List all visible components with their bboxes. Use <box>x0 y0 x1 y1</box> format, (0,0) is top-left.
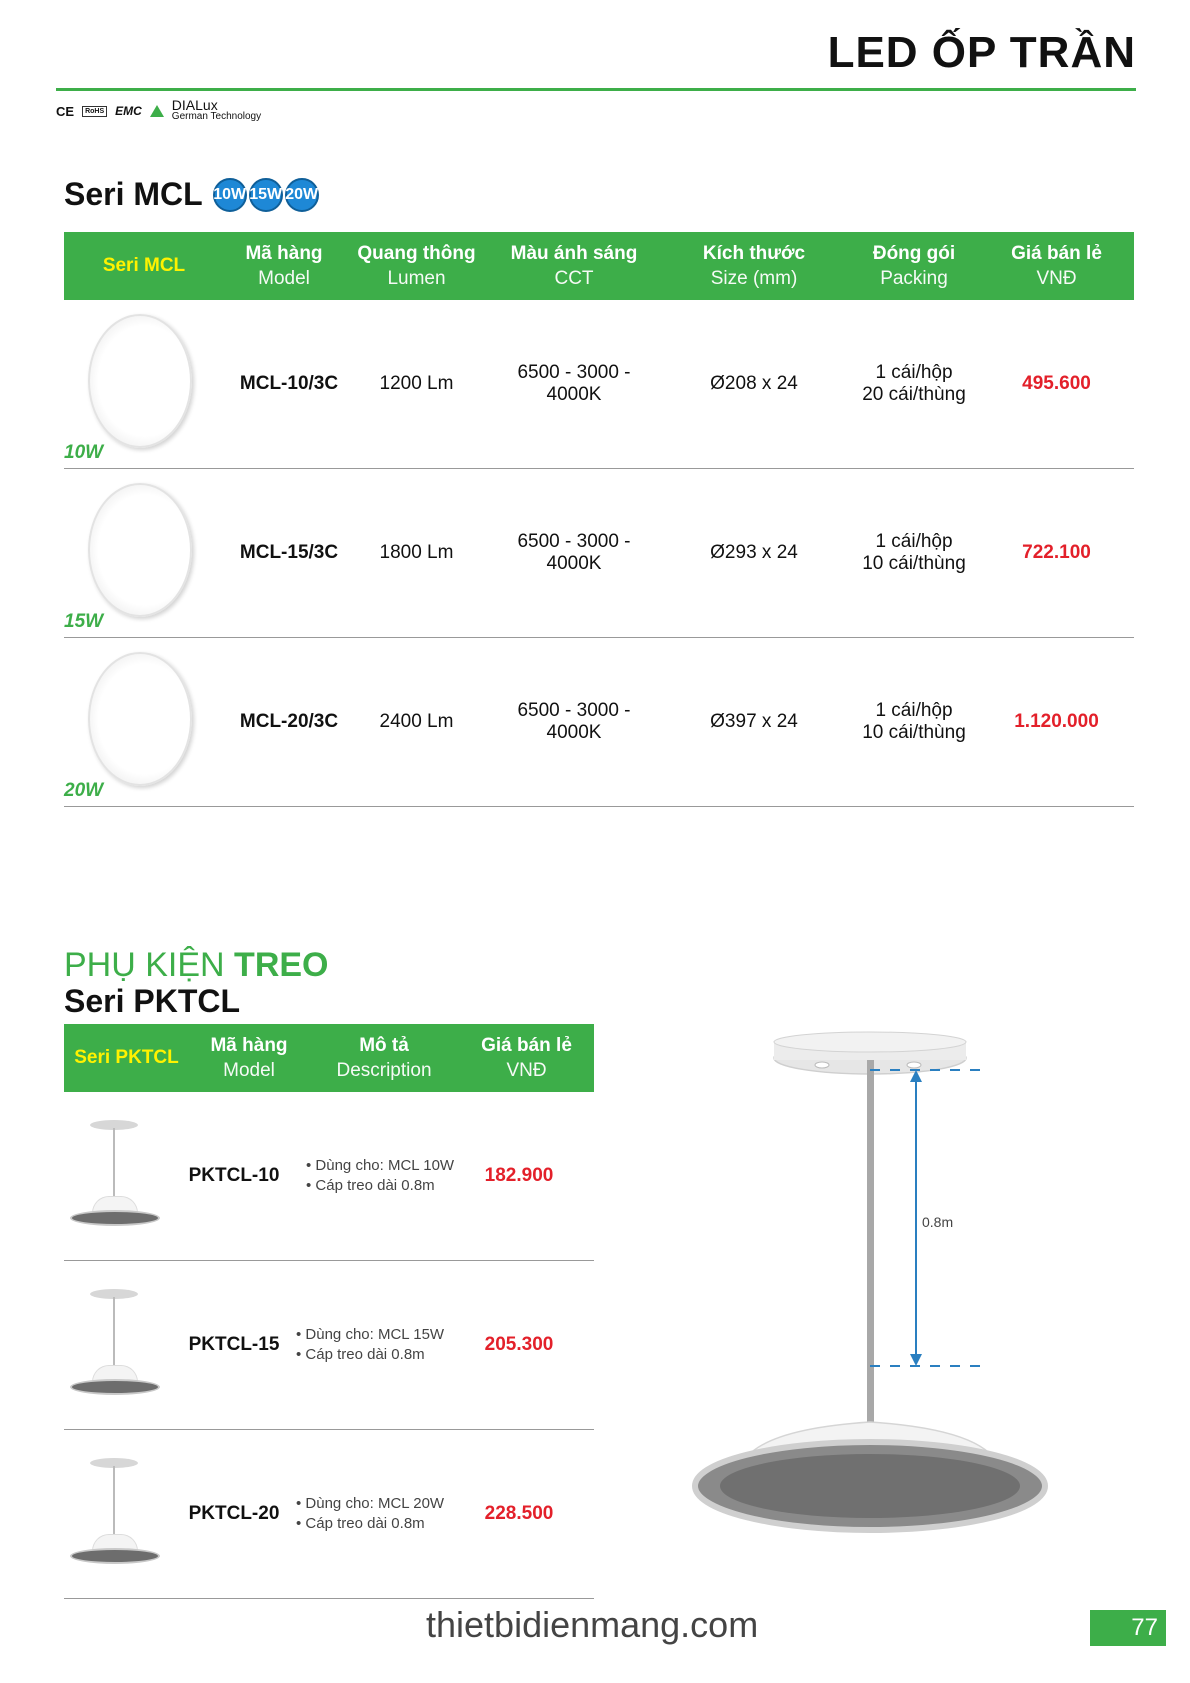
mcl-header-pack-vi: Đóng gói <box>872 243 956 264</box>
pk-desc-line-1: • Dùng cho: MCL 15W <box>296 1326 445 1343</box>
lumen-cell: 2400 Lm <box>379 711 454 732</box>
pk-product-image <box>64 1092 174 1260</box>
price-cell: 495.600 <box>1022 373 1091 394</box>
mcl-title-text: Seri MCL <box>64 176 203 212</box>
mcl-header-size <box>659 241 849 291</box>
pk-model-cell: PKTCL-10 <box>188 1165 280 1186</box>
pendant-base-icon <box>70 1548 160 1564</box>
model-cell: MCL-20/3C <box>239 711 339 732</box>
mcl-header-lumen-en: Lumen <box>387 268 446 289</box>
pendant-illustration <box>670 1030 1090 1590</box>
model-cell: MCL-15/3C <box>239 542 339 563</box>
screw-icon <box>907 1062 921 1068</box>
pack-line-1: 1 cái/hộp <box>875 531 953 552</box>
mcl-header-cct-vi: Màu ánh sáng <box>510 243 638 264</box>
dialux-sub: German Technology <box>171 111 262 122</box>
pack-line-2: 10 cái/thùng <box>862 722 966 743</box>
table-row <box>64 300 1134 469</box>
pk-header-series: Seri PKTCL <box>74 1047 179 1068</box>
pk-price-cell: 205.300 <box>484 1334 554 1355</box>
pk-desc-line-1: • Dùng cho: MCL 20W <box>296 1495 445 1512</box>
dialux-logo-icon <box>150 105 164 117</box>
pack-cell <box>849 531 979 575</box>
title-divider <box>56 88 1136 91</box>
pk-table-header <box>64 1024 594 1092</box>
suspension-rod-icon <box>867 1060 874 1425</box>
accessory-title-light: PHỤ KIỆN <box>64 946 225 984</box>
pk-header-price-vi: Giá bán lẻ <box>481 1035 572 1056</box>
certification-bar <box>56 98 261 124</box>
ceiling-light-disc-icon <box>88 314 192 448</box>
screw-icon <box>815 1062 829 1068</box>
watt-badge-10: 10W <box>213 178 247 212</box>
accessory-title-bold: TREO <box>234 946 329 984</box>
mcl-header-series: Seri MCL <box>102 255 186 276</box>
pack-cell <box>849 362 979 406</box>
watt-badge-20: 20W <box>285 178 319 212</box>
pk-section-title: Seri PKTCL <box>64 983 241 1019</box>
table-row <box>64 638 1134 807</box>
pk-desc-cell <box>294 1494 459 1534</box>
pk-header-model-en: Model <box>223 1060 275 1081</box>
page-number: 77 <box>1090 1610 1166 1646</box>
pk-desc-line-2: • Cáp treo dài 0.8m <box>296 1346 425 1363</box>
mcl-header-model-en: Model <box>258 268 310 289</box>
mcl-header-price-vi: Giá bán lẻ <box>1011 243 1102 264</box>
pk-product-image <box>64 1261 174 1429</box>
mcl-header-model-vi: Mã hàng <box>245 243 323 264</box>
mcl-header-pack <box>849 241 979 291</box>
watt-badges <box>213 178 319 212</box>
pendant-rod-icon <box>113 1466 115 1538</box>
pendant-base-icon <box>70 1210 160 1226</box>
pk-desc-cell <box>294 1156 459 1196</box>
mcl-header-pack-en: Packing <box>880 268 948 289</box>
ceiling-cap-face-icon <box>774 1032 966 1052</box>
pk-header-desc-en: Description <box>336 1060 432 1081</box>
size-cell: Ø208 x 24 <box>710 373 798 394</box>
pendant-base-icon <box>70 1379 160 1395</box>
pk-header-model <box>189 1033 309 1083</box>
price-cell: 1.120.000 <box>1014 711 1099 732</box>
lumen-cell: 1800 Lm <box>379 542 454 563</box>
dialux-mark <box>171 97 262 122</box>
size-cell: Ø293 x 24 <box>710 542 798 563</box>
pack-line-1: 1 cái/hộp <box>875 362 953 383</box>
pendant-rod-icon <box>113 1297 115 1369</box>
pendant-rod-icon <box>113 1128 115 1200</box>
mcl-header-size-en: Size (mm) <box>710 268 798 289</box>
mcl-header-cct <box>489 241 659 291</box>
mcl-header-model <box>224 241 344 291</box>
product-image <box>64 638 234 806</box>
pack-line-1: 1 cái/hộp <box>875 700 953 721</box>
table-row <box>64 1261 594 1430</box>
emc-mark: EMC <box>115 104 142 118</box>
pk-desc-line-2: • Cáp treo dài 0.8m <box>296 1515 425 1532</box>
pk-header-model-vi: Mã hàng <box>210 1035 288 1056</box>
page-title: LED ỐP TRẦN <box>827 28 1136 77</box>
mcl-header-lumen-vi: Quang thông <box>357 243 476 264</box>
lamp-lens-icon <box>720 1454 1020 1518</box>
mcl-table-header <box>64 232 1134 300</box>
cct-cell: 6500 - 3000 - 4000K <box>517 362 631 405</box>
accessory-title <box>64 946 329 985</box>
product-image <box>64 300 234 468</box>
pk-desc-cell <box>294 1325 459 1365</box>
rohs-mark: RoHS <box>82 106 107 117</box>
dialux-name: DIALux <box>171 97 218 113</box>
mcl-header-lumen <box>344 241 489 291</box>
pk-desc-line-1: • Dùng cho: MCL 10W <box>306 1157 455 1174</box>
mcl-header-size-vi: Kích thước <box>702 243 806 264</box>
pk-model-cell: PKTCL-20 <box>188 1503 280 1524</box>
pk-header-price-en: VNĐ <box>506 1060 547 1081</box>
ceiling-light-disc-icon <box>88 483 192 617</box>
pk-model-cell: PKTCL-15 <box>188 1334 280 1355</box>
watt-label: 20W <box>64 780 104 801</box>
mcl-header-cct-en: CCT <box>554 268 594 289</box>
pk-header-desc <box>309 1033 459 1083</box>
pack-line-2: 20 cái/thùng <box>862 384 966 405</box>
model-cell: MCL-10/3C <box>239 373 339 394</box>
ce-mark: CE <box>56 103 75 119</box>
pk-price-cell: 182.900 <box>484 1165 554 1186</box>
product-image <box>64 469 234 637</box>
cct-cell: 6500 - 3000 - 4000K <box>517 700 631 743</box>
ceiling-light-disc-icon <box>88 652 192 786</box>
pack-cell <box>849 700 979 744</box>
pk-desc-line-2: • Cáp treo dài 0.8m <box>306 1177 435 1194</box>
watt-label: 15W <box>64 611 104 632</box>
pk-header-desc-vi: Mô tả <box>359 1035 409 1056</box>
table-row <box>64 469 1134 638</box>
mcl-header-price <box>979 241 1134 291</box>
mcl-header-price-en: VNĐ <box>1036 268 1077 289</box>
cct-cell: 6500 - 3000 - 4000K <box>517 531 631 574</box>
pack-line-2: 10 cái/thùng <box>862 553 966 574</box>
pk-header-price <box>459 1033 594 1083</box>
pk-product-image <box>64 1430 174 1598</box>
watermark: thietbidienmang.com <box>426 1604 759 1645</box>
watt-label: 10W <box>64 442 104 463</box>
size-cell: Ø397 x 24 <box>710 711 798 732</box>
price-cell: 722.100 <box>1022 542 1091 563</box>
table-row <box>64 1092 594 1261</box>
pk-price-cell: 228.500 <box>484 1503 554 1524</box>
dimension-label: 0.8m <box>922 1214 954 1230</box>
arrow-down-icon <box>910 1354 922 1366</box>
table-row <box>64 1430 594 1599</box>
watt-badge-15: 15W <box>249 178 283 212</box>
mcl-section-title <box>64 176 319 213</box>
lumen-cell: 1200 Lm <box>379 373 454 394</box>
